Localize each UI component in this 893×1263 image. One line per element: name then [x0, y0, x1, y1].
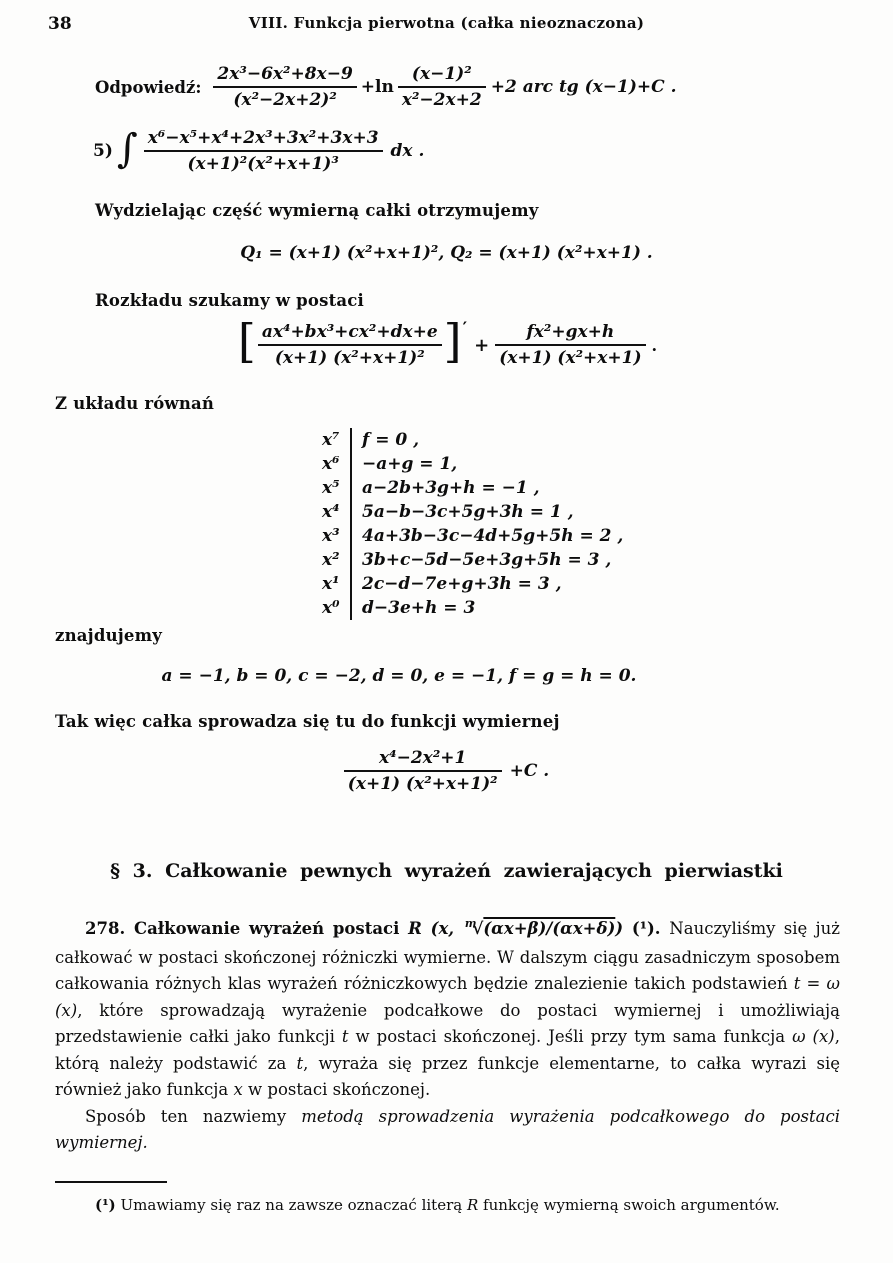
footnote-marker: (¹)	[95, 1196, 116, 1214]
fraction-denominator: (x+1) (x²+x+1)²	[258, 344, 442, 368]
equation-row	[322, 428, 623, 452]
decomposition-formula	[0, 314, 893, 369]
inline-math: t	[341, 1027, 349, 1046]
body-text: , którą należy podstawić za	[55, 1027, 840, 1073]
footnote-rule	[55, 1181, 167, 1183]
running-title: VIII. Funkcja pierwotna (całka nieoznaczona)	[248, 14, 645, 32]
paragraph-278-body	[55, 916, 840, 1104]
fraction-denominator: (x+1) (x²+x+1)²	[344, 770, 502, 794]
q1-q2-formula: Q₁ = (x+1) (x²+x+1)², Q₂ = (x+1) (x²+x+1) .	[240, 243, 653, 263]
paragraph-278	[55, 916, 840, 1157]
power-label: x⁶	[322, 454, 340, 474]
problem-5	[93, 128, 424, 174]
equation: d−3e+h = 3	[350, 596, 475, 620]
section-heading: § 3. Całkowanie pewnych wyrażeń zawierających pierwiastki	[110, 860, 783, 882]
prime-mark: ′	[462, 319, 468, 339]
integral-sign: ∫	[116, 126, 138, 172]
decomposition-fraction-1	[258, 322, 442, 368]
equation-row	[322, 524, 623, 548]
fraction-denominator: (x²−2x+2)²	[213, 86, 356, 110]
fraction-numerator: ax⁴+bx³+cx²+dx+e	[261, 322, 438, 342]
equation: 5a−b−3c+5g+3h = 1 ,	[350, 500, 574, 524]
equation-system	[322, 428, 623, 620]
problem-5-label: 5)	[93, 141, 113, 161]
equation: a−2b+3g+h = −1 ,	[350, 476, 540, 500]
close-bracket: ]	[443, 314, 462, 369]
fraction-numerator: x⁶−x⁵+x⁴+2x³+3x²+3x+3	[147, 128, 379, 148]
power-label: x⁴	[322, 502, 340, 522]
equation-row	[322, 596, 623, 620]
radical-sign: √	[472, 919, 484, 938]
body-text: w postaci skończonej. Jeśli przy tym sama funkcja	[348, 1027, 793, 1046]
radicand: (αx+β)/(αx+δ)	[483, 919, 616, 938]
method-name-italic: metodą sprowadzenia wyrażenia podcałkowego do postaci wymiernej.	[55, 1106, 841, 1152]
equation-row	[322, 548, 623, 572]
text-rozkladu: Rozkładu szukamy w postaci	[95, 291, 365, 310]
answer-fraction-2	[398, 64, 486, 110]
power-label: x⁰	[322, 598, 340, 618]
r-formula-prefix: R (x,	[408, 919, 463, 938]
text-z-ukladu: Z układu równań	[55, 394, 215, 413]
footnote	[95, 1196, 815, 1214]
power-label: x⁷	[322, 430, 340, 450]
equation: 2c−d−7e+g+3h = 3 ,	[350, 572, 562, 596]
equation: −a+g = 1,	[350, 452, 457, 476]
solution-values: a = −1, b = 0, c = −2, d = 0, e = −1, f = g = h = 0.	[161, 666, 637, 686]
body-text: w postaci skończonej.	[242, 1080, 431, 1099]
inline-math: x	[233, 1080, 243, 1099]
footnote-reference: (¹).	[631, 919, 670, 938]
answer-label: Odpowiedź:	[95, 77, 202, 97]
inline-math: ω (x)	[792, 1027, 835, 1046]
answer-formula	[95, 64, 677, 110]
equation-row	[322, 476, 623, 500]
equation-row	[322, 452, 623, 476]
fraction-numerator: x⁴−2x²+1	[379, 748, 467, 768]
fraction-numerator: fx²+gx+h	[526, 322, 615, 342]
paragraph-method	[55, 1104, 840, 1157]
answer-fraction-1	[213, 64, 356, 110]
fraction-numerator: (x−1)²	[411, 64, 472, 84]
paragraph-278-lead: 278. Całkowanie wyrażeń postaci	[85, 919, 409, 938]
page-header	[0, 14, 893, 32]
inline-math: t	[296, 1053, 304, 1073]
text-tak-wiec: Tak więc całka sprowadza się tu do funkcji wymiernej	[55, 712, 560, 731]
body-text: , które sprowadzają wyrażenie podcałkowe do postaci wymiernej i umożliwiają przedstawienie całki jako funkcji	[55, 1000, 840, 1046]
decomposition-fraction-2	[495, 322, 645, 368]
dx-tail: dx .	[390, 141, 425, 161]
equation-row	[322, 500, 623, 524]
plus-ln-operator: +ln	[360, 77, 394, 97]
power-label: x¹	[322, 574, 340, 594]
equation: f = 0 ,	[350, 428, 419, 452]
equation: 4a+3b−3c−4d+5g+5h = 2 ,	[350, 524, 623, 548]
body-text: , wyraża się przez funkcje elementarne, to całka wyrazi się również jako funkcja	[55, 1053, 840, 1099]
body-text: Sposób ten nazwiemy	[85, 1106, 302, 1126]
power-label: x⁵	[322, 478, 340, 498]
r-formula-close: )	[615, 919, 632, 938]
body-text: Nauczyliśmy się już całkować w postaci skończonej różniczki wymierne. W dalszym ciągu zasadniczym sposobem całkowania różnych klas wyrażeń różniczkowych będzie znalezienie takich podstawień	[55, 919, 840, 993]
integrand-fraction	[144, 128, 383, 174]
period: .	[651, 335, 658, 355]
fraction-denominator: x²−2x+2	[398, 86, 486, 110]
fraction-numerator: 2x³−6x²+8x−9	[217, 64, 353, 84]
r-symbol: R	[466, 1196, 479, 1214]
fraction-denominator: (x+1) (x²+x+1)	[495, 344, 645, 368]
root-index: m	[464, 917, 477, 930]
power-label: x³	[322, 526, 340, 546]
open-bracket: [	[237, 314, 256, 369]
result-fraction	[344, 748, 502, 794]
text-znajdujemy: znajdujemy	[55, 626, 163, 645]
power-label: x²	[322, 550, 340, 570]
answer-tail: +2 arc tg (x−1)+C .	[490, 77, 677, 97]
result-formula	[0, 748, 893, 794]
page-number: 38	[48, 14, 72, 34]
footnote-text: funkcję wymierną swoich argumentów.	[478, 1196, 780, 1214]
footnote-text: Umawiamy się raz na zawsze oznaczać literą	[115, 1196, 467, 1214]
inline-math: t = ω (x)	[55, 974, 840, 1020]
equation: 3b+c−5d−5e+3g+5h = 3 ,	[350, 548, 611, 572]
fraction-denominator: (x+1)²(x²+x+1)³	[144, 150, 383, 174]
plus-operator: +	[474, 334, 490, 356]
text-wydzielajac: Wydzielając część wymierną całki otrzymujemy	[95, 201, 539, 220]
equation-row	[322, 572, 623, 596]
result-tail: +C .	[509, 761, 550, 781]
